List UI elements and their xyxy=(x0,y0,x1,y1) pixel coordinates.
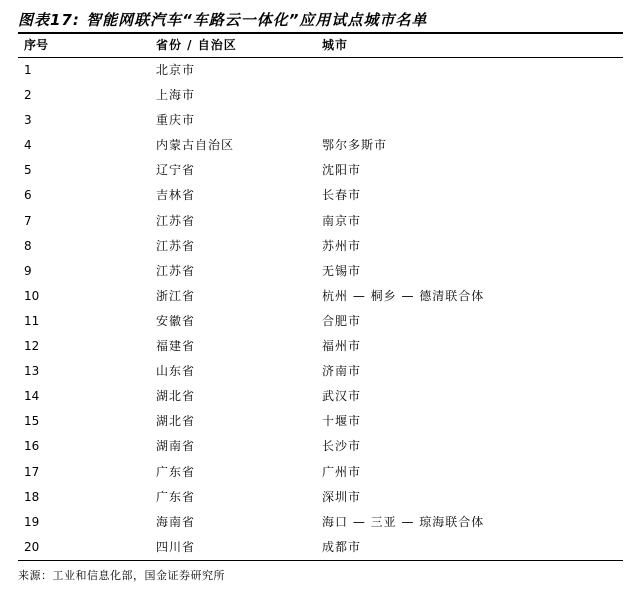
pilot-city-table xyxy=(18,33,623,554)
row-number: 4 xyxy=(24,138,32,153)
row-city: 合肥市 xyxy=(322,313,362,328)
table-row xyxy=(18,510,623,535)
row-city: 南京市 xyxy=(322,213,362,228)
table-row xyxy=(18,259,623,284)
row-number: 1 xyxy=(24,63,32,77)
row-province: 北京市 xyxy=(156,63,196,77)
row-city: 无锡市 xyxy=(322,263,362,278)
row-number: 11 xyxy=(24,313,40,328)
table-row xyxy=(18,133,623,158)
row-city: 苏州市 xyxy=(322,238,362,253)
row-number: 20 xyxy=(24,539,40,554)
table-row xyxy=(18,158,623,183)
row-number: 3 xyxy=(24,113,32,128)
table-row xyxy=(18,183,623,208)
row-province: 湖南省 xyxy=(156,439,196,454)
header-no: 序号 xyxy=(24,38,49,52)
row-number: 18 xyxy=(24,489,40,504)
row-number: 13 xyxy=(24,364,40,379)
table-row xyxy=(18,284,623,309)
row-province: 内蒙古自治区 xyxy=(156,138,235,153)
row-province: 辽宁省 xyxy=(156,163,196,178)
table-body xyxy=(18,58,623,560)
row-city: 海口 — 三亚 — 琼海联合体 xyxy=(322,514,485,529)
row-province: 湖北省 xyxy=(156,389,196,404)
table-row xyxy=(18,309,623,334)
table-row xyxy=(18,108,623,133)
table-row xyxy=(18,359,623,384)
row-province: 江苏省 xyxy=(156,238,196,253)
table-header-row xyxy=(18,33,623,57)
row-province: 重庆市 xyxy=(156,113,196,128)
source-note: 来源：工业和信息化部，国金证券研究所 xyxy=(18,569,225,582)
row-number: 12 xyxy=(24,339,40,354)
row-province: 广东省 xyxy=(156,489,196,504)
row-city: 广州市 xyxy=(322,464,362,479)
table-row xyxy=(18,234,623,259)
row-province: 吉林省 xyxy=(156,188,196,203)
row-number: 2 xyxy=(24,88,32,103)
row-city: 深圳市 xyxy=(322,489,362,504)
row-number: 16 xyxy=(24,439,40,454)
row-city: 济南市 xyxy=(322,364,362,379)
row-number: 10 xyxy=(24,288,40,303)
row-city: 十堰市 xyxy=(322,414,362,429)
row-province: 山东省 xyxy=(156,364,196,379)
table-row xyxy=(18,334,623,359)
header-city: 城市 xyxy=(322,38,349,52)
row-number: 14 xyxy=(24,389,40,404)
row-city: 武汉市 xyxy=(322,389,362,404)
row-number: 15 xyxy=(24,414,40,429)
table-row xyxy=(18,485,623,510)
table-row xyxy=(18,535,623,560)
header-rule xyxy=(18,57,623,58)
table-row xyxy=(18,209,623,234)
row-number: 19 xyxy=(24,514,40,529)
row-province: 江苏省 xyxy=(156,263,196,278)
row-city: 沈阳市 xyxy=(322,163,362,178)
figure-title: 图表17: 智能网联汽车“车路云一体化”应用试点城市名单 xyxy=(18,11,428,29)
table-row xyxy=(18,409,623,434)
bottom-rule xyxy=(18,560,623,561)
row-city: 长沙市 xyxy=(322,439,362,454)
table-row xyxy=(18,58,623,83)
table-row xyxy=(18,384,623,409)
table-row xyxy=(18,460,623,485)
row-province: 四川省 xyxy=(156,539,196,554)
row-province: 浙江省 xyxy=(156,288,196,303)
table-row xyxy=(18,83,623,108)
row-city: 长春市 xyxy=(322,188,362,203)
row-city: 福州市 xyxy=(322,339,362,354)
row-number: 17 xyxy=(24,464,40,479)
table-row xyxy=(18,434,623,459)
row-province: 湖北省 xyxy=(156,414,196,429)
row-province: 安徽省 xyxy=(156,313,196,328)
row-province: 福建省 xyxy=(156,339,196,354)
row-province: 广东省 xyxy=(156,464,196,479)
row-number: 7 xyxy=(24,213,32,228)
row-city: 成都市 xyxy=(322,539,362,554)
row-number: 6 xyxy=(24,188,32,203)
row-number: 9 xyxy=(24,263,32,278)
header-province: 省份 / 自治区 xyxy=(156,38,237,52)
row-province: 江苏省 xyxy=(156,213,196,228)
row-city: 杭州 — 桐乡 — 德清联合体 xyxy=(322,288,485,303)
row-city: 鄂尔多斯市 xyxy=(322,138,388,153)
row-number: 5 xyxy=(24,163,32,178)
row-province: 上海市 xyxy=(156,88,196,103)
row-number: 8 xyxy=(24,238,32,253)
row-province: 海南省 xyxy=(156,514,196,529)
